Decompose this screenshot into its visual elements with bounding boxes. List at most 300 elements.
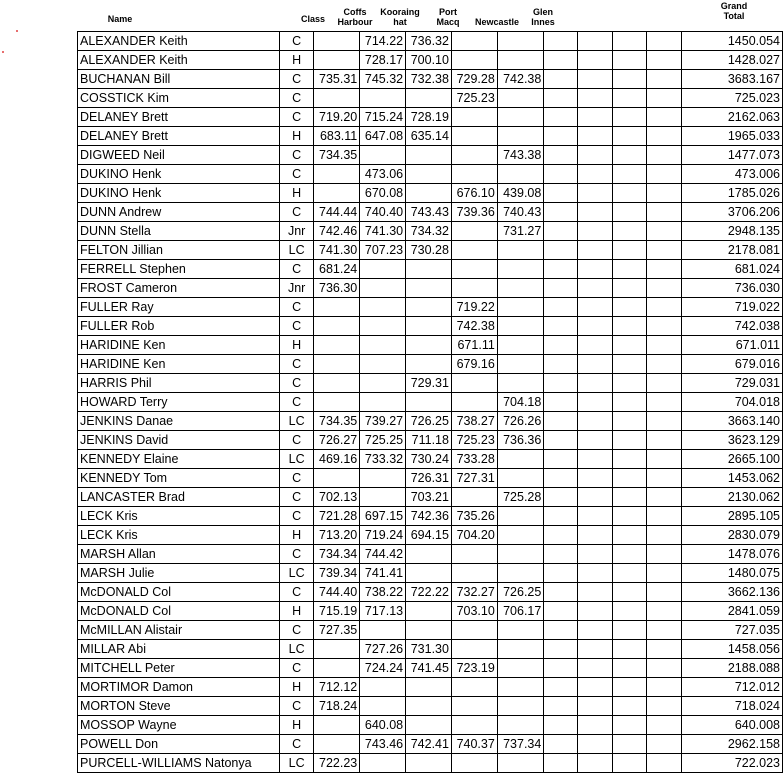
grand-total-cell: 1450.054 bbox=[681, 32, 782, 51]
score-cell bbox=[451, 241, 497, 260]
score-cell: 726.27 bbox=[314, 431, 360, 450]
score-cell bbox=[612, 374, 646, 393]
class-cell: C bbox=[279, 697, 314, 716]
score-cell: 742.41 bbox=[406, 735, 452, 754]
score-cell bbox=[578, 735, 612, 754]
score-cell: 740.43 bbox=[497, 203, 544, 222]
class-cell: Jnr bbox=[279, 222, 314, 241]
score-cell: 732.38 bbox=[406, 70, 452, 89]
score-cell: 697.15 bbox=[360, 507, 406, 526]
score-cell: 704.18 bbox=[497, 393, 544, 412]
score-cell bbox=[646, 51, 681, 70]
competitor-name-cell: MITCHELL Peter bbox=[78, 659, 280, 678]
score-cell bbox=[451, 393, 497, 412]
score-cell bbox=[497, 32, 544, 51]
score-cell bbox=[612, 184, 646, 203]
score-cell: 640.08 bbox=[360, 716, 406, 735]
score-cell bbox=[612, 450, 646, 469]
score-cell bbox=[578, 374, 612, 393]
score-cell bbox=[612, 108, 646, 127]
score-cell: 727.31 bbox=[451, 469, 497, 488]
grand-total-cell: 1477.073 bbox=[681, 146, 782, 165]
grand-total-cell: 729.031 bbox=[681, 374, 782, 393]
class-cell: H bbox=[279, 602, 314, 621]
table-row bbox=[78, 108, 783, 127]
score-cell bbox=[578, 412, 612, 431]
score-cell bbox=[578, 431, 612, 450]
score-cell bbox=[497, 640, 544, 659]
score-cell: 736.32 bbox=[406, 32, 452, 51]
score-cell bbox=[451, 754, 497, 773]
score-cell bbox=[646, 184, 681, 203]
score-cell bbox=[578, 583, 612, 602]
class-cell: C bbox=[279, 469, 314, 488]
score-cell bbox=[544, 469, 578, 488]
score-cell: 719.22 bbox=[451, 298, 497, 317]
score-cell: 739.34 bbox=[314, 564, 360, 583]
class-cell: C bbox=[279, 374, 314, 393]
header-class: Class bbox=[300, 14, 326, 24]
score-cell bbox=[544, 222, 578, 241]
score-cell bbox=[360, 393, 406, 412]
table-row bbox=[78, 374, 783, 393]
table-row bbox=[78, 716, 783, 735]
score-cell bbox=[497, 507, 544, 526]
header-name: Name bbox=[107, 14, 133, 24]
grand-total-cell: 3663.140 bbox=[681, 412, 782, 431]
grand-total-cell: 742.038 bbox=[681, 317, 782, 336]
competitor-name-cell: JENKINS David bbox=[78, 431, 280, 450]
class-cell: Jnr bbox=[279, 279, 314, 298]
header-round-4: Newcastle bbox=[474, 17, 520, 27]
score-cell bbox=[578, 89, 612, 108]
red-dot-marker bbox=[16, 30, 18, 32]
grand-total-cell: 1428.027 bbox=[681, 51, 782, 70]
class-cell: C bbox=[279, 659, 314, 678]
score-cell bbox=[544, 678, 578, 697]
class-cell: C bbox=[279, 393, 314, 412]
score-cell: 727.26 bbox=[360, 640, 406, 659]
table-row bbox=[78, 336, 783, 355]
score-cell: 726.25 bbox=[497, 583, 544, 602]
score-cell bbox=[406, 393, 452, 412]
score-cell: 741.41 bbox=[360, 564, 406, 583]
score-cell bbox=[497, 564, 544, 583]
score-cell bbox=[544, 70, 578, 89]
grand-total-cell: 2130.062 bbox=[681, 488, 782, 507]
table-row bbox=[78, 298, 783, 317]
score-cell bbox=[612, 127, 646, 146]
score-cell bbox=[406, 602, 452, 621]
score-cell: 736.36 bbox=[497, 431, 544, 450]
score-cell bbox=[646, 697, 681, 716]
score-cell: 670.08 bbox=[360, 184, 406, 203]
score-cell bbox=[646, 640, 681, 659]
grand-total-cell: 1453.062 bbox=[681, 469, 782, 488]
score-cell bbox=[578, 146, 612, 165]
score-cell bbox=[406, 146, 452, 165]
score-cell bbox=[314, 89, 360, 108]
competitor-name-cell: DELANEY Brett bbox=[78, 108, 280, 127]
competitor-name-cell: DUNN Stella bbox=[78, 222, 280, 241]
score-cell bbox=[612, 279, 646, 298]
score-cell bbox=[578, 659, 612, 678]
competitor-name-cell: McDONALD Col bbox=[78, 602, 280, 621]
score-cell: 739.36 bbox=[451, 203, 497, 222]
score-cell bbox=[360, 260, 406, 279]
class-cell: C bbox=[279, 431, 314, 450]
score-cell bbox=[578, 51, 612, 70]
score-cell bbox=[544, 32, 578, 51]
score-cell bbox=[544, 203, 578, 222]
score-cell bbox=[646, 716, 681, 735]
score-cell bbox=[578, 640, 612, 659]
score-cell: 734.32 bbox=[406, 222, 452, 241]
class-cell: C bbox=[279, 735, 314, 754]
score-cell bbox=[646, 279, 681, 298]
score-cell: 679.16 bbox=[451, 355, 497, 374]
score-cell bbox=[578, 222, 612, 241]
class-cell: H bbox=[279, 716, 314, 735]
table-row bbox=[78, 146, 783, 165]
score-cell bbox=[451, 545, 497, 564]
score-cell bbox=[360, 317, 406, 336]
score-cell bbox=[578, 526, 612, 545]
class-cell: C bbox=[279, 583, 314, 602]
table-row bbox=[78, 564, 783, 583]
score-cell: 723.19 bbox=[451, 659, 497, 678]
score-cell: 725.25 bbox=[360, 431, 406, 450]
competitor-name-cell: MARSH Julie bbox=[78, 564, 280, 583]
score-cell bbox=[314, 51, 360, 70]
score-cell bbox=[497, 526, 544, 545]
score-cell bbox=[646, 127, 681, 146]
score-cell bbox=[544, 317, 578, 336]
score-cell bbox=[612, 298, 646, 317]
grand-total-cell: 718.024 bbox=[681, 697, 782, 716]
score-cell bbox=[612, 203, 646, 222]
score-cell bbox=[544, 298, 578, 317]
score-cell bbox=[578, 754, 612, 773]
score-cell bbox=[612, 393, 646, 412]
class-cell: LC bbox=[279, 640, 314, 659]
score-cell: 726.26 bbox=[497, 412, 544, 431]
score-cell bbox=[544, 165, 578, 184]
score-cell: 718.24 bbox=[314, 697, 360, 716]
score-cell bbox=[497, 469, 544, 488]
score-cell: 738.27 bbox=[451, 412, 497, 431]
table-row bbox=[78, 678, 783, 697]
score-cell bbox=[544, 697, 578, 716]
score-cell bbox=[314, 336, 360, 355]
score-cell: 681.24 bbox=[314, 260, 360, 279]
grand-total-cell: 2830.079 bbox=[681, 526, 782, 545]
score-cell bbox=[612, 640, 646, 659]
table-row bbox=[78, 222, 783, 241]
table-row bbox=[78, 89, 783, 108]
score-cell: 469.16 bbox=[314, 450, 360, 469]
score-cell bbox=[451, 564, 497, 583]
score-cell bbox=[612, 507, 646, 526]
grand-total-cell: 2962.158 bbox=[681, 735, 782, 754]
competitor-name-cell: DUNN Andrew bbox=[78, 203, 280, 222]
score-cell bbox=[578, 241, 612, 260]
table-row bbox=[78, 526, 783, 545]
score-cell bbox=[646, 355, 681, 374]
grand-total-cell: 1785.026 bbox=[681, 184, 782, 203]
score-cell bbox=[612, 412, 646, 431]
table-row bbox=[78, 735, 783, 754]
score-cell bbox=[578, 716, 612, 735]
competitor-name-cell: FERRELL Stephen bbox=[78, 260, 280, 279]
score-cell bbox=[578, 488, 612, 507]
grand-total-cell: 722.023 bbox=[681, 754, 782, 773]
table-row bbox=[78, 659, 783, 678]
table-row bbox=[78, 507, 783, 526]
grand-total-cell: 2948.135 bbox=[681, 222, 782, 241]
score-cell bbox=[646, 469, 681, 488]
class-cell: H bbox=[279, 184, 314, 203]
score-cell: 732.27 bbox=[451, 583, 497, 602]
score-cell: 730.24 bbox=[406, 450, 452, 469]
score-cell bbox=[497, 659, 544, 678]
score-cell bbox=[497, 241, 544, 260]
score-cell bbox=[314, 393, 360, 412]
table-row bbox=[78, 469, 783, 488]
score-cell bbox=[314, 317, 360, 336]
score-cell: 742.36 bbox=[406, 507, 452, 526]
grand-total-cell: 3683.167 bbox=[681, 70, 782, 89]
score-cell bbox=[406, 184, 452, 203]
score-cell bbox=[578, 298, 612, 317]
class-cell: LC bbox=[279, 564, 314, 583]
score-cell bbox=[578, 678, 612, 697]
score-cell bbox=[544, 89, 578, 108]
score-cell bbox=[497, 621, 544, 640]
score-cell bbox=[314, 165, 360, 184]
score-cell bbox=[646, 564, 681, 583]
grand-total-cell: 1965.033 bbox=[681, 127, 782, 146]
score-cell bbox=[360, 754, 406, 773]
class-cell: H bbox=[279, 678, 314, 697]
score-cell bbox=[544, 336, 578, 355]
table-row bbox=[78, 621, 783, 640]
score-cell bbox=[497, 165, 544, 184]
competitor-name-cell: LECK Kris bbox=[78, 526, 280, 545]
competitor-name-cell: HARIDINE Ken bbox=[78, 355, 280, 374]
competitor-name-cell: MARSH Allan bbox=[78, 545, 280, 564]
score-cell: 694.15 bbox=[406, 526, 452, 545]
score-cell: 707.23 bbox=[360, 241, 406, 260]
score-cell bbox=[360, 621, 406, 640]
score-cell bbox=[451, 279, 497, 298]
score-cell bbox=[451, 165, 497, 184]
score-cell bbox=[612, 526, 646, 545]
score-cell bbox=[646, 488, 681, 507]
score-cell bbox=[406, 678, 452, 697]
competitor-name-cell: DUKINO Henk bbox=[78, 184, 280, 203]
score-cell bbox=[646, 412, 681, 431]
score-cell bbox=[612, 165, 646, 184]
table-row bbox=[78, 260, 783, 279]
score-cell bbox=[497, 317, 544, 336]
score-cell bbox=[406, 697, 452, 716]
score-cell bbox=[406, 754, 452, 773]
score-cell bbox=[451, 678, 497, 697]
score-cell bbox=[360, 374, 406, 393]
score-cell bbox=[451, 260, 497, 279]
score-cell bbox=[578, 564, 612, 583]
score-cell: 733.28 bbox=[451, 450, 497, 469]
grand-total-cell: 725.023 bbox=[681, 89, 782, 108]
grand-total-cell: 473.006 bbox=[681, 165, 782, 184]
score-cell bbox=[612, 678, 646, 697]
score-cell: 735.26 bbox=[451, 507, 497, 526]
score-cell bbox=[646, 450, 681, 469]
score-cell bbox=[612, 659, 646, 678]
class-cell: C bbox=[279, 317, 314, 336]
score-cell bbox=[314, 374, 360, 393]
grand-total-cell: 2188.088 bbox=[681, 659, 782, 678]
score-cell: 744.44 bbox=[314, 203, 360, 222]
score-cell bbox=[544, 659, 578, 678]
score-cell bbox=[578, 70, 612, 89]
score-cell bbox=[646, 70, 681, 89]
score-cell: 726.25 bbox=[406, 412, 452, 431]
score-cell bbox=[544, 621, 578, 640]
score-cell: 740.40 bbox=[360, 203, 406, 222]
score-cell bbox=[360, 469, 406, 488]
competitor-name-cell: DIGWEED Neil bbox=[78, 146, 280, 165]
score-cell bbox=[646, 583, 681, 602]
score-cell bbox=[612, 89, 646, 108]
score-cell bbox=[578, 336, 612, 355]
score-cell bbox=[406, 564, 452, 583]
score-cell bbox=[578, 32, 612, 51]
class-cell: C bbox=[279, 146, 314, 165]
class-cell: LC bbox=[279, 450, 314, 469]
score-cell: 704.20 bbox=[451, 526, 497, 545]
class-cell: H bbox=[279, 526, 314, 545]
class-cell: C bbox=[279, 507, 314, 526]
class-cell: C bbox=[279, 355, 314, 374]
score-cell: 737.34 bbox=[497, 735, 544, 754]
score-cell: 715.19 bbox=[314, 602, 360, 621]
score-cell: 738.22 bbox=[360, 583, 406, 602]
class-cell: C bbox=[279, 32, 314, 51]
score-cell bbox=[544, 108, 578, 127]
score-cell bbox=[646, 108, 681, 127]
grand-total-cell: 3623.129 bbox=[681, 431, 782, 450]
score-cell bbox=[497, 127, 544, 146]
score-cell bbox=[314, 355, 360, 374]
score-cell: 712.12 bbox=[314, 678, 360, 697]
score-cell bbox=[544, 241, 578, 260]
class-cell: LC bbox=[279, 241, 314, 260]
score-cell bbox=[578, 507, 612, 526]
score-cell bbox=[544, 507, 578, 526]
class-cell: H bbox=[279, 127, 314, 146]
grand-total-cell: 681.024 bbox=[681, 260, 782, 279]
score-cell bbox=[360, 89, 406, 108]
grand-total-cell: 704.018 bbox=[681, 393, 782, 412]
header-round-3: Port Macq bbox=[436, 7, 460, 27]
score-cell bbox=[360, 678, 406, 697]
score-cell bbox=[646, 735, 681, 754]
score-cell bbox=[544, 355, 578, 374]
table-row bbox=[78, 127, 783, 146]
score-cell bbox=[612, 355, 646, 374]
class-cell: C bbox=[279, 70, 314, 89]
score-cell bbox=[406, 298, 452, 317]
score-cell bbox=[497, 754, 544, 773]
competitor-name-cell: LANCASTER Brad bbox=[78, 488, 280, 507]
score-cell bbox=[406, 165, 452, 184]
class-cell: C bbox=[279, 203, 314, 222]
score-cell: 728.17 bbox=[360, 51, 406, 70]
score-cell bbox=[646, 507, 681, 526]
score-cell bbox=[612, 583, 646, 602]
competitor-name-cell: HOWARD Terry bbox=[78, 393, 280, 412]
score-cell bbox=[612, 260, 646, 279]
score-cell: 713.20 bbox=[314, 526, 360, 545]
score-cell: 745.32 bbox=[360, 70, 406, 89]
score-cell: 729.31 bbox=[406, 374, 452, 393]
class-cell: C bbox=[279, 89, 314, 108]
score-cell: 706.17 bbox=[497, 602, 544, 621]
competitor-name-cell: MOSSOP Wayne bbox=[78, 716, 280, 735]
score-cell bbox=[451, 621, 497, 640]
score-cell bbox=[451, 697, 497, 716]
score-cell bbox=[451, 108, 497, 127]
competitor-name-cell: DELANEY Brett bbox=[78, 127, 280, 146]
score-cell bbox=[497, 108, 544, 127]
score-cell bbox=[497, 450, 544, 469]
grand-total-cell: 2895.105 bbox=[681, 507, 782, 526]
score-cell bbox=[646, 165, 681, 184]
score-cell bbox=[612, 735, 646, 754]
score-cell bbox=[360, 336, 406, 355]
score-cell bbox=[544, 488, 578, 507]
score-cell bbox=[544, 260, 578, 279]
score-cell bbox=[578, 450, 612, 469]
score-cell bbox=[497, 697, 544, 716]
grand-total-cell: 640.008 bbox=[681, 716, 782, 735]
score-cell: 721.28 bbox=[314, 507, 360, 526]
score-cell bbox=[612, 564, 646, 583]
score-cell bbox=[451, 146, 497, 165]
class-cell: C bbox=[279, 621, 314, 640]
header-round-1: Coffs Harbour bbox=[337, 7, 373, 27]
score-cell: 647.08 bbox=[360, 127, 406, 146]
score-cell: 726.31 bbox=[406, 469, 452, 488]
score-cell: 473.06 bbox=[360, 165, 406, 184]
grand-total-cell: 1480.075 bbox=[681, 564, 782, 583]
score-cell bbox=[578, 260, 612, 279]
score-cell bbox=[406, 716, 452, 735]
table-row bbox=[78, 602, 783, 621]
score-cell bbox=[406, 89, 452, 108]
score-cell bbox=[544, 526, 578, 545]
score-cell bbox=[451, 640, 497, 659]
class-cell: LC bbox=[279, 412, 314, 431]
score-cell bbox=[646, 203, 681, 222]
score-cell bbox=[451, 51, 497, 70]
score-cell bbox=[612, 602, 646, 621]
competitor-name-cell: KENNEDY Elaine bbox=[78, 450, 280, 469]
table-row bbox=[78, 583, 783, 602]
grand-total-cell: 712.012 bbox=[681, 678, 782, 697]
